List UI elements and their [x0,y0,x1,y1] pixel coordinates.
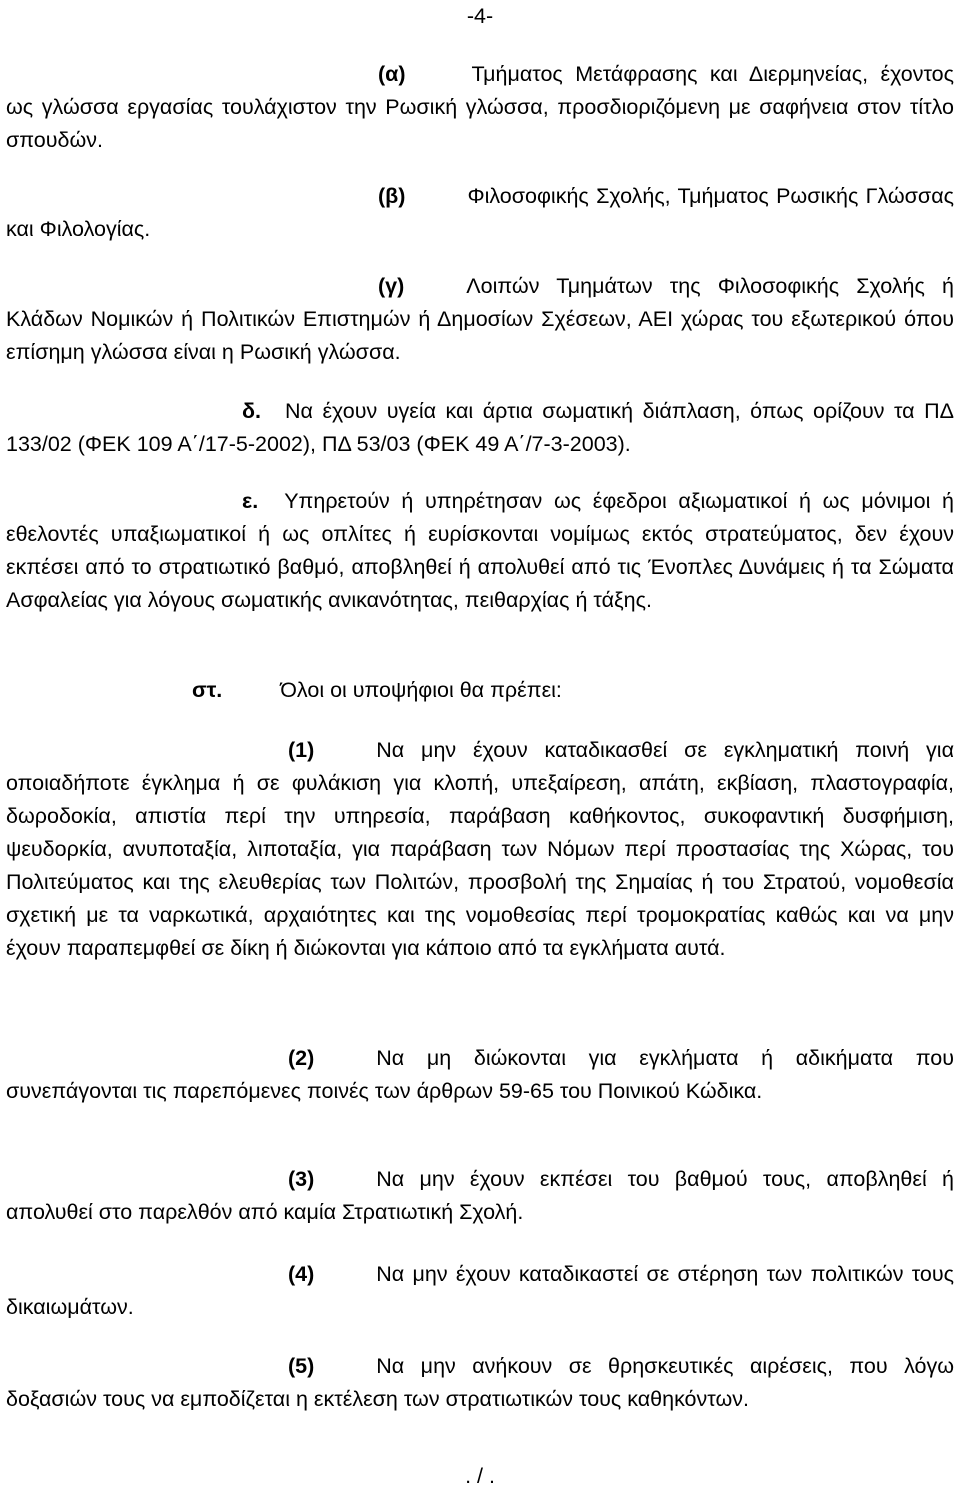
sub-item-3-label: (3) [288,1167,315,1191]
item-b-rest: Ρωσικής Γλώσσας και Φιλολογίας. [6,184,954,241]
sub-item-1-label: (1) [288,738,315,762]
item-b-label: (β) [378,184,406,208]
sub-item-5 [6,1350,954,1416]
sub-item-4-first: Να μην έχουν καταδικαστεί σε στέρηση των [376,1262,803,1286]
item-d-first: Να έχουν υγεία και άρτια σωματική διάπλαση, όπως [285,399,804,423]
item-c [6,270,954,369]
sub-item-2-label: (2) [288,1046,315,1070]
item-e-label: ε. [242,489,259,513]
item-c-rest: Σχολής ή Κλάδων Νομικών ή Πολιτικών Επιστημών ή Δημοσίων Σχέσεων, ΑΕΙ χώρας του εξωτερικού όπου επίσημη γλώσσα είναι η Ρωσική γλώσσα. [6,274,954,364]
page-continuation-mark: . / . [465,1464,495,1488]
sub-item-4-rest: πολιτικών τους δικαιωμάτων. [6,1262,954,1319]
sub-item-3 [6,1163,954,1229]
item-d-label: δ. [242,399,262,423]
item-b-first: Φιλοσοφικής Σχολής, Τμήματος [467,184,769,208]
item-c-first: Λοιπών Τμημάτων της Φιλοσοφικής [466,274,840,298]
item-e-rest: μόνιμοι ή εθελοντές υπαξιωματικοί ή ως οπλίτες ή ευρίσκονται νομίμως εκτός στρατεύματος, δεν έχουν εκπέσει από το στρατιωτικό βαθμό, αποβληθεί ή απολυθεί από τις Ένοπλες Δυνάμεις ή τα Σώματα Ασφαλείας για λόγους σωματικής ανικανότητας, πειθαρχίας ή τάξης. [6,489,955,612]
sub-item-4-label: (4) [288,1262,315,1286]
item-a-label: (α) [378,62,406,86]
sub-item-2-first: Να μη διώκονται για εγκλήματα ή αδικήματα [376,1046,894,1070]
item-d [6,395,954,461]
sub-item-1 [6,734,954,965]
sub-item-1-rest: ποινή για οποιαδήποτε έγκλημα ή σε φυλάκιση για κλοπή, υπεξαίρεση, απάτη, εκβίαση, πλαστογραφία, δωροδοκία, απιστία περί την υπηρεσία, παράβαση καθήκοντος, συκοφαντική δυσφήμιση, ψευδορκία, ανυποταξία, λιποταξία, για παράβαση των Νόμων περί προστασίας της Χώρας, του Πολιτεύματος και της ελευθερίας των Πολιτών, προσβολή της Σημαίας ή του Στρατού, νομοθεσία σχετική με τα ναρκωτικά, αρχαιότητες και της νομοθεσίας περί τρομοκρατίας καθώς και να μην έχουν παραπεμφθεί σε δίκη ή διώκονται για κάποιο από τα εγκλήματα αυτά. [6,738,954,960]
sub-item-1-first: Να μην έχουν καταδικασθεί σε εγκληματική [376,738,839,762]
sub-item-5-rest: λόγω δοξασιών τους να εμποδίζεται η εκτέλεση των στρατιωτικών τους καθηκόντων. [6,1354,954,1411]
item-a-first: Τμήματος Μετάφρασης και Διερμηνείας, [471,62,869,86]
item-st-first: Όλοι οι υποψήφιοι θα πρέπει: [280,678,562,702]
sub-item-2 [6,1042,954,1108]
item-a-rest: έχοντος ως γλώσσα εργασίας τουλάχιστον την Ρωσική γλώσσα, προσδιοριζόμενη με σαφήνεια στον τίτλο σπουδών. [6,62,954,152]
item-st-label: στ. [192,678,223,702]
item-b [6,180,954,246]
item-a [6,58,954,157]
sub-item-3-rest: αποβληθεί ή απολυθεί στο παρελθόν από καμία Στρατιωτική Σχολή. [6,1167,954,1224]
sub-item-3-first: Να μην έχουν εκπέσει του βαθμού τους, [376,1167,812,1191]
item-e-first: Υπηρετούν ή υπηρέτησαν ως έφεδροι αξιωματικοί ή ως [284,489,850,513]
item-d-rest: ορίζουν τα ΠΔ 133/02 (ΦΕΚ 109 Α΄/17-5-2002), ΠΔ 53/03 (ΦΕΚ 49 Α΄/7-3-2003). [6,399,954,456]
sub-item-2-rest: που συνεπάγονται τις παρεπόμενες ποινές των άρθρων 59-65 του Ποινικού Κώδικα. [6,1046,954,1103]
item-e [6,485,954,617]
page-number: -4- [466,4,494,28]
sub-item-5-first: Να μην ανήκουν σε θρησκευτικές αιρέσεις, που [376,1354,888,1378]
sub-item-4 [6,1258,954,1324]
item-st [6,674,954,707]
item-c-label: (γ) [378,274,405,298]
sub-item-5-label: (5) [288,1354,315,1378]
